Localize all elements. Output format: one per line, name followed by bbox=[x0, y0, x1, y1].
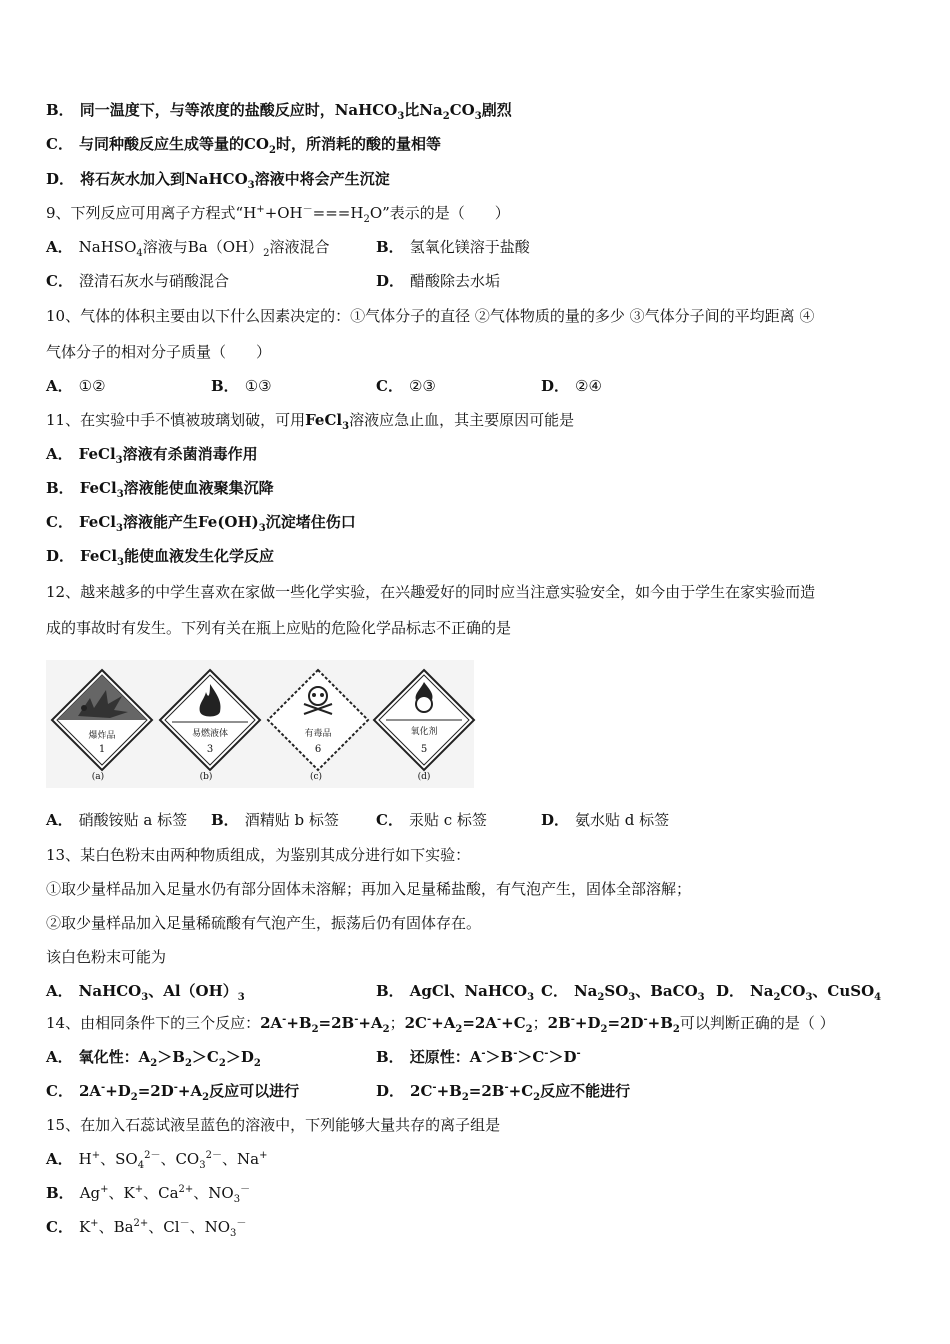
q10-stem-line2: 气体分子的相对分子质量（ ） bbox=[46, 343, 272, 361]
q15-option-b: B． Ag+、K+、$Ca^{2+}$、$NO_3^-$ bbox=[46, 1184, 251, 1205]
q12-stem-line2: 成的事故时有发生。下列有关在瓶上应贴的危险化学品标志不正确的是 bbox=[46, 619, 512, 637]
q15-option-c: C． K+、$Ba^{2+}$、Cl－、$NO_3^-$ bbox=[46, 1218, 247, 1239]
sign-a-name: 爆炸品 bbox=[88, 731, 116, 741]
q13-experiment-2: ②取少量样品加入足量稀硫酸有气泡产生，振荡后仍有固体存在。 bbox=[46, 914, 482, 932]
q9-option-a: A． NaHSO$_4$溶液与$Ba(OH)_2$溶液混合 bbox=[46, 238, 330, 259]
flame-icon bbox=[158, 668, 262, 772]
q13-option-a: A． NaHCO$_3$、$Al(OH)_3$ bbox=[46, 982, 245, 1003]
q14-option-a: A． 氧化性：$A_2>B_2>C_2>D_2$ bbox=[46, 1048, 261, 1069]
q8-option-d: D． 将石灰水加入到NaHCO$_3$溶液中将会产生沉淀 bbox=[46, 170, 390, 191]
q13-option-c: C． $Na_2SO_3$、BaCO$_3$ bbox=[541, 982, 705, 1003]
q13-option-d: D． $Na_2CO_3$、CuSO$_4$ bbox=[716, 982, 882, 1003]
q15-stem: 15、在加入石蕊试液呈蓝色的溶液中，下列能够大量共存的离子组是 bbox=[46, 1116, 501, 1134]
q10-stem-line1: 10、气体的体积主要由以下什么因素决定的：①气体分子的直径 ②气体物质的量的多少 ③气体分子间的平均距离 ④ bbox=[46, 307, 815, 325]
hazard-signs-figure bbox=[46, 660, 474, 788]
sign-d-name: 氧化剂 bbox=[410, 727, 438, 737]
q10-option-b: B． ①③ bbox=[211, 377, 272, 395]
q9-option-b: B． 氢氧化镁溶于盐酸 bbox=[376, 238, 530, 256]
sign-a-number: 1 bbox=[98, 744, 106, 755]
q12-stem-line1: 12、越来越多的中学生喜欢在家做一些化学实验，在兴趣爱好的同时应当注意实验安全，如今由于学生在家实验而造 bbox=[46, 583, 816, 601]
q13-experiment-1: ①取少量样品加入足量水仍有部分固体未溶解；再加入足量稀盐酸，有气泡产生，固体全部溶解； bbox=[46, 880, 692, 898]
q10-option-a: A． ①② bbox=[46, 377, 106, 395]
q14-option-d: D． $2C^-+B_2=2B^-+C_2$反应不能进行 bbox=[376, 1082, 631, 1103]
explosive-icon bbox=[50, 668, 154, 772]
q12-option-c: C． 汞贴 c 标签 bbox=[376, 811, 487, 829]
sign-b-number: 3 bbox=[206, 744, 214, 755]
skull-icon bbox=[266, 668, 370, 772]
hazard-sign-d bbox=[372, 668, 476, 772]
q11-option-a: A． FeCl$_3$溶液有杀菌消毒作用 bbox=[46, 445, 258, 466]
q12-option-b: B． 酒精贴 b 标签 bbox=[211, 811, 339, 829]
hazard-sign-c bbox=[266, 668, 370, 772]
sign-d-caption: (d) bbox=[417, 772, 431, 782]
sign-c-caption: (c) bbox=[309, 772, 323, 782]
q10-option-d: D． ②④ bbox=[541, 377, 602, 395]
q11-stem: 11、在实验中手不慎被玻璃划破，可用FeCl$_3$溶液应急止血，其主要原因可能是 bbox=[46, 411, 575, 432]
q13-stem: 13、某白色粉末由两种物质组成，为鉴别其成分进行如下实验： bbox=[46, 846, 471, 864]
q14-stem: 14、由相同条件下的三个反应：$2A^-+B_2=2B^-+A_2$；$2C^-+A_2=2A^-+C_2$；$2B^-+D_2=2D^-+B_2$可以判断正确的是（ ） bbox=[46, 1014, 835, 1035]
sign-a-caption: (a) bbox=[91, 772, 105, 782]
hazard-sign-b bbox=[158, 668, 262, 772]
q14-option-c: C． $2A^-+D_2=2D^-+A_2$反应可以进行 bbox=[46, 1082, 300, 1103]
q10-option-c: C． ②③ bbox=[376, 377, 436, 395]
q12-option-d: D． 氨水贴 d 标签 bbox=[541, 811, 670, 829]
q11-option-c: C． FeCl$_3$溶液能产生$Fe(OH)_3$沉淀堵住伤口 bbox=[46, 513, 356, 534]
q8-option-b: B． 同一温度下，与等浓度的盐酸反应时，NaHCO$_3$比$Na_2CO_3$剧烈 bbox=[46, 101, 512, 122]
hazard-sign-a bbox=[50, 668, 154, 772]
sign-d-number: 5 bbox=[420, 744, 428, 755]
q8-option-c: C． 与同种酸反应生成等量的$CO_2$时，所消耗的酸的量相等 bbox=[46, 135, 441, 156]
q9-stem: 9、下列反应可用离子方程式“$H^++OH^-===H_2O$”表示的是（ ） bbox=[46, 204, 510, 225]
sign-b-caption: (b) bbox=[199, 772, 213, 782]
q15-option-a: A． H+、$SO_4^{2-}$、$CO_3^{2-}$、Na+ bbox=[46, 1150, 268, 1171]
q9-option-c: C． 澄清石灰水与硝酸混合 bbox=[46, 272, 229, 290]
sign-c-number: 6 bbox=[314, 744, 322, 755]
q14-option-b: B． 还原性：A-＞B-＞C-＞D- bbox=[376, 1048, 581, 1066]
q13-option-b: B． AgCl、NaHCO$_3$ bbox=[376, 982, 535, 1003]
q13-ask: 该白色粉末可能为 bbox=[46, 948, 167, 966]
q12-option-a: A． 硝酸铵贴 a 标签 bbox=[46, 811, 188, 829]
q11-option-b: B． FeCl$_3$溶液能使血液聚集沉降 bbox=[46, 479, 274, 500]
q9-option-d: D． 醋酸除去水垢 bbox=[376, 272, 501, 290]
oxidizer-icon bbox=[372, 668, 476, 772]
sign-b-name: 易燃液体 bbox=[191, 729, 228, 739]
q11-option-d: D． FeCl$_3$能使血液发生化学反应 bbox=[46, 547, 275, 568]
sign-c-name: 有毒品 bbox=[304, 729, 332, 739]
